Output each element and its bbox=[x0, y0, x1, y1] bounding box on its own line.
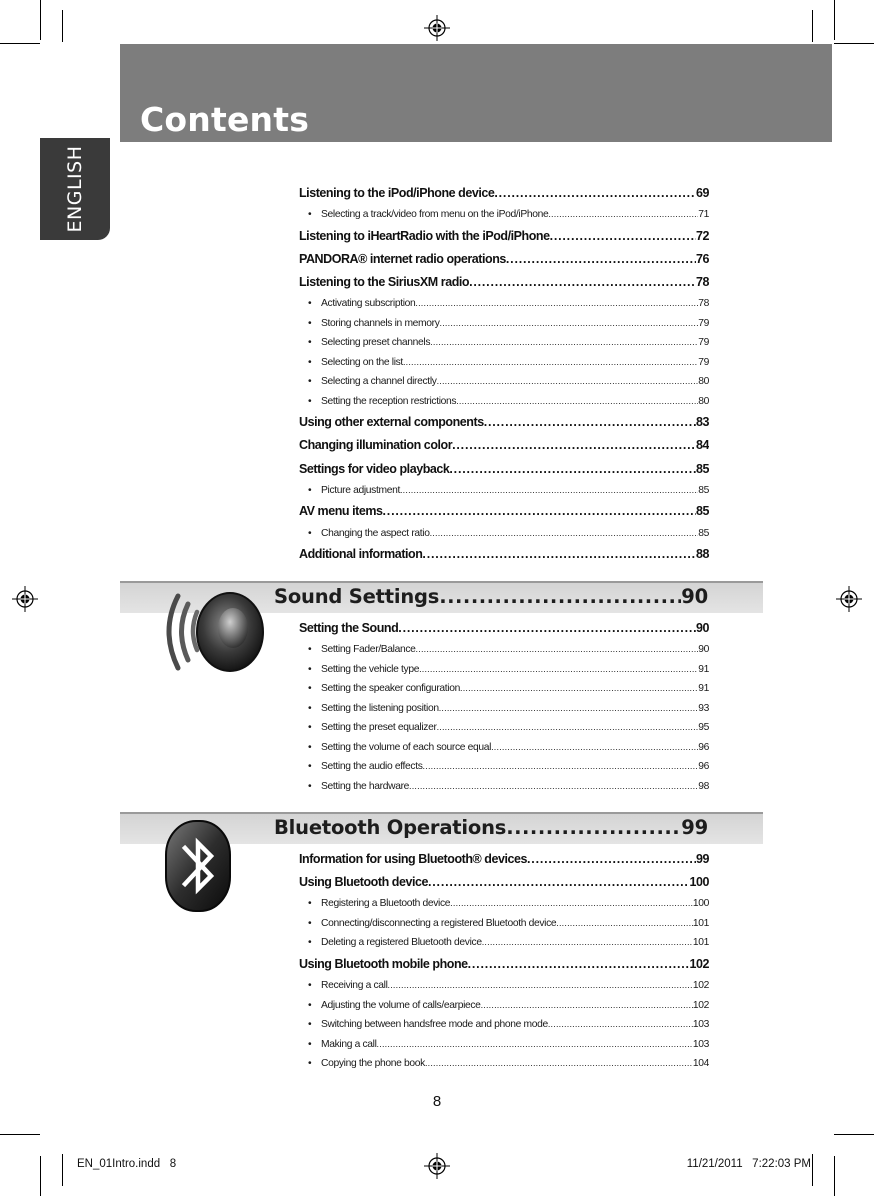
toc-entry-title: • Copying the phone book bbox=[321, 1054, 425, 1074]
toc-leader-dots bbox=[425, 1054, 693, 1074]
registration-mark-icon bbox=[836, 586, 862, 612]
toc-entry-title: Additional information bbox=[299, 543, 422, 566]
toc-entry-title: • Selecting a channel directly bbox=[321, 372, 437, 392]
toc-entry-title: • Adjusting the volume of calls/earpiece bbox=[321, 996, 481, 1016]
toc-subentry bbox=[299, 933, 709, 953]
toc-entry-page: 84 bbox=[696, 434, 709, 457]
toc-entry-page: 96 bbox=[698, 757, 709, 777]
toc-leader-dots bbox=[419, 660, 698, 680]
toc-entry-page: 69 bbox=[696, 182, 709, 205]
toc-leader-dots bbox=[430, 524, 699, 544]
toc-entry-title: • Setting the preset equalizer bbox=[321, 718, 437, 738]
toc-leader-dots bbox=[469, 271, 696, 294]
toc-subentry bbox=[299, 738, 709, 758]
toc-entry-title: • Setting the vehicle type bbox=[321, 660, 419, 680]
toc-entry bbox=[299, 543, 709, 566]
toc-entry bbox=[299, 871, 709, 894]
registration-mark-icon bbox=[424, 15, 450, 41]
toc-entry-title: • Setting the hardware bbox=[321, 777, 409, 797]
toc-entry-page: 80 bbox=[698, 372, 709, 392]
toc-entry-title: • Registering a Bluetooth device bbox=[321, 894, 450, 914]
toc-entry-title: • Setting the volume of each source equal bbox=[321, 738, 491, 758]
toc-entry-page: 85 bbox=[696, 458, 709, 481]
toc-entry-page: 78 bbox=[696, 271, 709, 294]
toc-entry-page: 71 bbox=[698, 205, 709, 225]
toc-entry-page: 102 bbox=[693, 976, 709, 996]
toc-leader-dots bbox=[415, 294, 698, 314]
toc-entry-title: • Picture adjustment bbox=[321, 481, 400, 501]
print-slug-file: EN_01Intro.indd 8 bbox=[77, 1158, 177, 1170]
toc-leader-dots bbox=[422, 543, 696, 566]
crop-mark bbox=[812, 10, 813, 42]
toc-entry-title: AV menu items bbox=[299, 500, 383, 523]
toc-entry-page: 98 bbox=[698, 777, 709, 797]
toc-entry-page: 90 bbox=[698, 640, 709, 660]
toc-entry-title: • Deleting a registered Bluetooth device bbox=[321, 933, 482, 953]
toc-entry bbox=[299, 182, 709, 205]
toc-subentry bbox=[299, 679, 709, 699]
toc-leader-dots bbox=[494, 182, 696, 205]
toc-entry-page: 93 bbox=[698, 699, 709, 719]
crop-mark bbox=[812, 1154, 813, 1186]
toc-entry-title: • Selecting on the list bbox=[321, 353, 403, 373]
toc-entry bbox=[299, 434, 709, 457]
toc-subentry bbox=[299, 1054, 709, 1074]
toc-entry bbox=[299, 225, 709, 248]
toc-leader-dots bbox=[548, 1015, 693, 1035]
toc-subentry bbox=[299, 481, 709, 501]
toc-leader-dots bbox=[428, 871, 689, 894]
toc-entry-title: Information for using Bluetooth® devices bbox=[299, 848, 527, 871]
toc-leader-dots bbox=[527, 848, 696, 871]
toc-subentry bbox=[299, 392, 709, 412]
page-title: Contents bbox=[140, 100, 310, 139]
crop-mark bbox=[834, 1134, 874, 1135]
toc-leader-dots bbox=[383, 500, 696, 523]
toc-entry bbox=[299, 953, 709, 976]
toc-leader-dots bbox=[506, 248, 696, 271]
toc-leader-dots bbox=[456, 392, 698, 412]
toc-bluetooth bbox=[299, 848, 709, 1074]
toc-leader-dots bbox=[481, 996, 693, 1016]
toc-subentry bbox=[299, 294, 709, 314]
toc-leader-dots bbox=[452, 434, 696, 457]
toc-entry-page: 85 bbox=[696, 500, 709, 523]
toc-leader-dots bbox=[556, 914, 693, 934]
toc-leader-dots bbox=[416, 640, 699, 660]
toc-leader-dots bbox=[548, 205, 698, 225]
toc-leader-dots bbox=[377, 1035, 693, 1055]
language-tab-label: ENGLISH bbox=[64, 145, 86, 233]
crop-mark bbox=[834, 43, 874, 44]
toc-entry bbox=[299, 411, 709, 434]
toc-leader-dots bbox=[484, 411, 696, 434]
toc-entry-title: Using other external components bbox=[299, 411, 484, 434]
crop-mark bbox=[0, 1134, 40, 1135]
toc-subentry bbox=[299, 718, 709, 738]
toc-entry-title: • Selecting preset channels bbox=[321, 333, 430, 353]
toc-leader-dots bbox=[468, 953, 690, 976]
toc-leader-dots bbox=[437, 718, 699, 738]
toc-entry-title: Changing illumination color bbox=[299, 434, 452, 457]
toc-entry-page: 80 bbox=[698, 392, 709, 412]
toc-leader-dots bbox=[430, 333, 698, 353]
print-slug-date: 11/21/2011 7:22:03 PM bbox=[686, 1158, 811, 1170]
toc-entry-title: • Switching between handsfree mode and phone mode bbox=[321, 1015, 548, 1035]
toc-entry-page: 79 bbox=[698, 314, 709, 334]
speaker-icon bbox=[158, 588, 270, 674]
toc-subentry bbox=[299, 1035, 709, 1055]
toc-subentry bbox=[299, 996, 709, 1016]
toc-leader-dots bbox=[449, 458, 696, 481]
toc-entry bbox=[299, 848, 709, 871]
toc-entry-page: 88 bbox=[696, 543, 709, 566]
toc-entry-page: 101 bbox=[693, 933, 709, 953]
bluetooth-icon bbox=[163, 818, 233, 914]
toc-entry-title: • Receiving a call bbox=[321, 976, 388, 996]
toc-leader-dots bbox=[403, 353, 698, 373]
crop-mark bbox=[40, 0, 41, 40]
toc-entry-title: • Storing channels in memory bbox=[321, 314, 440, 334]
toc-entry-page: 102 bbox=[693, 996, 709, 1016]
toc-entry bbox=[299, 500, 709, 523]
toc-subentry bbox=[299, 314, 709, 334]
toc-subentry bbox=[299, 1015, 709, 1035]
toc-entry-page: 79 bbox=[698, 333, 709, 353]
toc-subentry bbox=[299, 372, 709, 392]
toc-entry-title: Listening to the iPod/iPhone device bbox=[299, 182, 494, 205]
toc-leader-dots bbox=[482, 933, 693, 953]
crop-mark bbox=[40, 1156, 41, 1196]
toc-intro bbox=[299, 182, 709, 566]
toc-entry-page: 101 bbox=[693, 914, 709, 934]
page-number: 8 bbox=[432, 1093, 442, 1110]
toc-entry-title: • Connecting/disconnecting a registered Bluetooth device bbox=[321, 914, 556, 934]
toc-entry-title: Using Bluetooth mobile phone bbox=[299, 953, 468, 976]
toc-entry-title: • Selecting a track/video from menu on the iPod/iPhone bbox=[321, 205, 548, 225]
toc-entry-page: 103 bbox=[693, 1015, 709, 1035]
toc-entry-page: 99 bbox=[696, 848, 709, 871]
toc-subentry bbox=[299, 699, 709, 719]
toc-leader-dots bbox=[440, 314, 699, 334]
toc-entry-page: 85 bbox=[698, 481, 709, 501]
toc-leader-dots bbox=[388, 976, 693, 996]
toc-subentry bbox=[299, 333, 709, 353]
toc-entry-title: Setting the Sound bbox=[299, 617, 398, 640]
toc-sound bbox=[299, 617, 709, 796]
toc-entry-page: 100 bbox=[689, 871, 709, 894]
toc-entry-page: 91 bbox=[698, 679, 709, 699]
toc-subentry bbox=[299, 757, 709, 777]
toc-subentry bbox=[299, 640, 709, 660]
toc-leader-dots bbox=[400, 481, 698, 501]
toc-entry-page: 85 bbox=[698, 524, 709, 544]
toc-leader-dots bbox=[491, 738, 698, 758]
toc-subentry bbox=[299, 353, 709, 373]
toc-entry-title: Listening to iHeartRadio with the iPod/iPhone bbox=[299, 225, 550, 248]
toc-entry-title: • Setting Fader/Balance bbox=[321, 640, 416, 660]
toc-leader-dots bbox=[450, 894, 693, 914]
toc-entry-title: Settings for video playback bbox=[299, 458, 449, 481]
toc-leader-dots bbox=[437, 372, 699, 392]
toc-entry-title: PANDORA® internet radio operations bbox=[299, 248, 506, 271]
toc-subentry bbox=[299, 660, 709, 680]
toc-entry-page: 100 bbox=[693, 894, 709, 914]
toc-entry-title: Using Bluetooth device bbox=[299, 871, 428, 894]
crop-mark bbox=[0, 43, 40, 44]
crop-mark bbox=[834, 0, 835, 40]
toc-entry bbox=[299, 248, 709, 271]
toc-entry-title: Listening to the SiriusXM radio bbox=[299, 271, 469, 294]
toc-entry-title: • Setting the listening position bbox=[321, 699, 439, 719]
toc-entry bbox=[299, 617, 709, 640]
toc-leader-dots bbox=[423, 757, 699, 777]
section-title-sound: Sound Settings ..... 90 bbox=[274, 585, 708, 608]
toc-entry-page: 79 bbox=[698, 353, 709, 373]
toc-entry-page: 76 bbox=[696, 248, 709, 271]
toc-leader-dots bbox=[409, 777, 698, 797]
toc-leader-dots bbox=[439, 699, 699, 719]
toc-entry-page: 103 bbox=[693, 1035, 709, 1055]
toc-entry-page: 78 bbox=[698, 294, 709, 314]
toc-entry-page: 104 bbox=[693, 1054, 709, 1074]
toc-entry-title: • Setting the reception restrictions bbox=[321, 392, 456, 412]
toc-entry-page: 102 bbox=[689, 953, 709, 976]
registration-mark-icon bbox=[12, 586, 38, 612]
toc-entry-title: • Setting the speaker configuration bbox=[321, 679, 460, 699]
toc-entry-page: 90 bbox=[696, 617, 709, 640]
toc-subentry bbox=[299, 524, 709, 544]
toc-leader-dots bbox=[460, 679, 698, 699]
toc-entry-page: 91 bbox=[698, 660, 709, 680]
toc-entry-title: • Setting the audio effects bbox=[321, 757, 423, 777]
registration-mark-icon bbox=[424, 1153, 450, 1179]
toc-entry-page: 83 bbox=[696, 411, 709, 434]
toc-entry-page: 95 bbox=[698, 718, 709, 738]
toc-subentry bbox=[299, 894, 709, 914]
language-tab bbox=[40, 138, 110, 240]
toc-entry-page: 96 bbox=[698, 738, 709, 758]
toc-subentry bbox=[299, 914, 709, 934]
toc-leader-dots bbox=[550, 225, 696, 248]
toc-subentry bbox=[299, 205, 709, 225]
toc-entry-title: • Activating subscription bbox=[321, 294, 415, 314]
crop-mark bbox=[834, 1156, 835, 1196]
toc-subentry bbox=[299, 777, 709, 797]
toc-entry-title: • Making a call bbox=[321, 1035, 377, 1055]
crop-mark bbox=[62, 10, 63, 42]
section-title-bluetooth: Bluetooth Operations ..... 99 bbox=[274, 816, 708, 839]
toc-leader-dots bbox=[398, 617, 696, 640]
toc-entry-title: • Changing the aspect ratio bbox=[321, 524, 430, 544]
toc-entry bbox=[299, 458, 709, 481]
toc-entry-page: 72 bbox=[696, 225, 709, 248]
toc-subentry bbox=[299, 976, 709, 996]
toc-entry bbox=[299, 271, 709, 294]
crop-mark bbox=[62, 1154, 63, 1186]
